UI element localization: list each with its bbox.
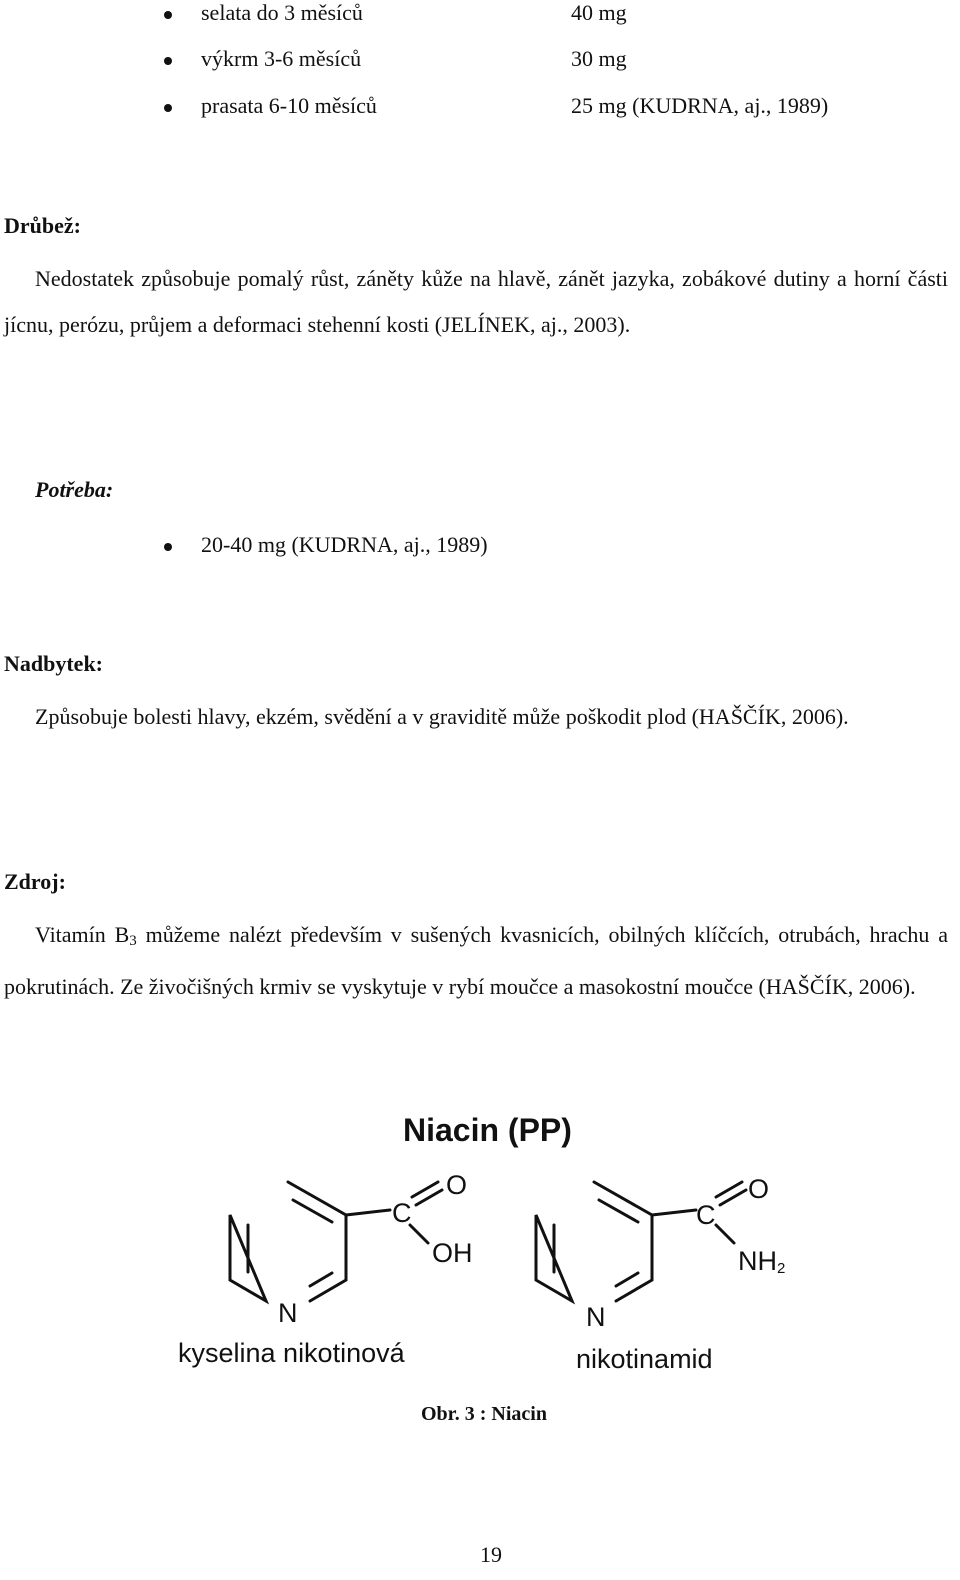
atom-n-right: N xyxy=(586,1302,606,1332)
niacin-figure xyxy=(160,1100,800,1390)
list-item-name: výkrm 3-6 měsíců xyxy=(201,46,362,71)
zdroj-subscript: 3 xyxy=(129,933,137,949)
group-nh-text: NH xyxy=(738,1246,777,1276)
section-heading-nadbytek: Nadbytek: xyxy=(4,651,104,676)
page-number: 19 xyxy=(480,1542,502,1567)
list-item-value: 30 mg xyxy=(571,46,627,71)
section-heading-drubez: Drůbež: xyxy=(4,213,81,238)
list-item-value: 25 mg (KUDRNA, aj., 1989) xyxy=(571,93,829,118)
potreba-item: 20-40 mg (KUDRNA, aj., 1989) xyxy=(201,532,488,557)
list-item-value: 40 mg xyxy=(571,0,627,25)
list-item-name: selata do 3 měsíců xyxy=(201,0,363,25)
atom-n-left: N xyxy=(278,1298,298,1328)
zdroj-text-start: Vitamín B xyxy=(35,922,130,947)
bond xyxy=(716,1225,734,1243)
list-item-name: prasata 6-10 měsíců xyxy=(201,93,377,118)
zdroj-text-rest: můžeme nalézt především v sušených kvasnicích, obilných klíčcích, otrubách, hrachu a pokrutinách. Ze živočišných krmiv se vyskytuje v rybí moučce a masokostní moučce (HAŠČÍK, 2006). xyxy=(4,922,948,999)
ring-inner-bond xyxy=(616,1273,638,1286)
figure-title: Niacin (PP) xyxy=(403,1112,572,1148)
paragraph-drubez: Nedostatek způsobuje pomalý růst, záněty kůže na hlavě, zánět jazyka, zobákové dutiny a horní části jícnu, perózu, průjem a deformaci stehenní kosti (JELÍNEK, aj., 2003). xyxy=(4,266,948,337)
label-kyselina-nikotinova: kyselina nikotinová xyxy=(178,1338,405,1368)
atom-c-left: C xyxy=(392,1198,412,1228)
bond xyxy=(346,1210,390,1215)
label-nikotinamid: nikotinamid xyxy=(576,1344,713,1374)
section-heading-zdroj: Zdroj: xyxy=(4,869,66,894)
bullet-icon xyxy=(164,104,172,112)
atom-c-right: C xyxy=(696,1200,716,1230)
group-oh-left: OH xyxy=(432,1238,473,1268)
group-nh2-right xyxy=(738,1246,785,1277)
bond xyxy=(652,1210,696,1215)
ring-inner-bond xyxy=(310,1273,332,1286)
paragraph-zdroj xyxy=(4,912,948,1010)
section-heading-potreba: Potřeba: xyxy=(35,477,114,502)
figure-caption: Obr. 3 : Niacin xyxy=(421,1403,547,1425)
bullet-icon xyxy=(164,57,172,65)
atom-o-left: O xyxy=(446,1170,468,1200)
atom-o-right: O xyxy=(748,1174,770,1204)
group-nh-subscript: 2 xyxy=(777,1260,786,1277)
paragraph-nadbytek: Způsobuje bolesti hlavy, ekzém, svědění a v graviditě může poškodit plod (HAŠČÍK, 2006). xyxy=(35,704,849,729)
bullet-icon xyxy=(164,11,172,19)
bond xyxy=(410,1225,428,1243)
bullet-icon xyxy=(164,543,172,551)
